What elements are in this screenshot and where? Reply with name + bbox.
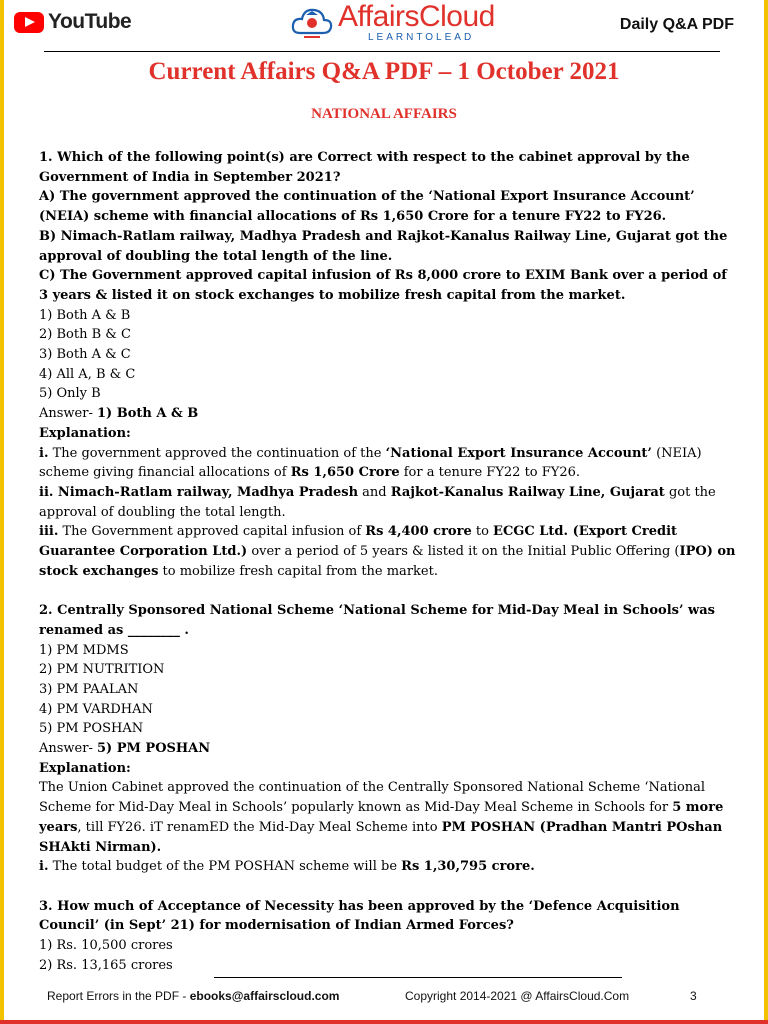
- question-1-statement-c: C) The Government approved capital infusion of Rs 8,000 crore to EXIM Bank over a period of 3 years & listed it on stock exchanges to mobilize fresh capital from the market.: [39, 268, 727, 303]
- page-header: [0, 0, 768, 52]
- option: 4) PM VARDHAN: [39, 701, 153, 717]
- page-frame-right: [764, 0, 768, 1024]
- text: The total budget of the PM POSHAN scheme will be: [48, 859, 402, 875]
- explanation-label: Explanation:: [39, 425, 131, 441]
- email-link[interactable]: ebooks@affairscloud.com: [189, 989, 340, 1003]
- page-frame-left: [0, 0, 4, 1024]
- daily-label: Daily Q&A PDF: [619, 16, 734, 33]
- option: 3) PM PAALAN: [39, 681, 139, 697]
- report-prefix: Report Errors in the PDF -: [47, 989, 190, 1003]
- text: IPO) on stock exchanges: [39, 544, 736, 579]
- point-marker: i.: [39, 445, 49, 461]
- page-number: 3: [690, 989, 697, 1003]
- text: The government approved the continuation of the: [48, 445, 386, 461]
- text: The Government approved capital infusion of: [58, 524, 366, 540]
- explanation-label: Explanation:: [39, 760, 131, 776]
- brand-name: AffairsCloud: [338, 0, 495, 33]
- explanation-point: [39, 857, 739, 877]
- text: (NEIA) scheme giving financial allocations of: [39, 445, 702, 481]
- option: 2) Rs. 13,165 crores: [39, 957, 173, 973]
- option: 3) Both A & C: [39, 347, 131, 363]
- text: The Union Cabinet approved the continuation of the Centrally Sponsored National Scheme ‘National Scheme for Mid-Day Meal in Schools’ popularly known as Mid-Day Meal Scheme in Schools for: [39, 780, 706, 816]
- youtube-link[interactable]: [14, 10, 131, 34]
- text: Rs 1,650 Crore: [290, 465, 400, 481]
- option: 2) PM NUTRITION: [39, 662, 165, 678]
- explanation-point: [39, 483, 739, 522]
- option: 4) All A, B & C: [39, 366, 136, 382]
- page-frame-bottom: [0, 1020, 768, 1024]
- text: 5 more years: [39, 800, 724, 835]
- text: for a tenure FY22 to FY26.: [399, 465, 581, 481]
- question-3: 3. How much of Acceptance of Necessity has been approved by the ‘Defence Acquisition Council’ (in Sept’ 21) for modernisation of Indian Armed Forces?: [39, 898, 680, 934]
- header-divider: [44, 51, 720, 52]
- explanation-point: [39, 522, 739, 581]
- option: 5) Only B: [39, 386, 101, 402]
- point-marker: i.: [39, 859, 49, 875]
- text: ii. Nimach-Ratlam railway, Madhya Pradesh: [39, 484, 359, 500]
- text: Rs 4,400 crore: [365, 524, 472, 540]
- option: 1) Both A & B: [39, 307, 131, 323]
- explanation-point: [39, 778, 739, 857]
- answer-line: [39, 739, 739, 759]
- youtube-icon: [14, 12, 44, 33]
- text: ‘National Export Insurance Account’: [385, 445, 652, 461]
- document-body: [39, 148, 739, 976]
- text: PM POSHAN (Pradhan Mantri POshan SHAkti Nirman).: [39, 819, 723, 855]
- answer-value: 5) PM POSHAN: [97, 741, 211, 757]
- option: 5) PM POSHAN: [39, 721, 144, 737]
- question-1: 1. Which of the following point(s) are Correct with respect to the cabinet approval by the Government of India in September 2021?: [39, 150, 690, 185]
- copyright: Copyright 2014-2021 @ AffairsCloud.Com: [405, 989, 630, 1003]
- option: 1) PM MDMS: [39, 642, 129, 658]
- section-heading: NATIONAL AFFAIRS: [311, 106, 457, 122]
- question-1-statement-a: A) The government approved the continuation of the ‘National Export Insurance Account’ (NEIA) scheme with financial allocations of Rs 1,650 Crore for a tenure FY22 to FY26.: [39, 189, 695, 225]
- text: got the approval of doubling the total length.: [39, 484, 716, 520]
- answer-prefix: Answer-: [39, 406, 97, 422]
- brand-logo: [290, 2, 495, 43]
- text: ECGC Ltd. (Export Credit Guarantee Corporation Ltd.): [39, 524, 678, 560]
- text: over a period of 5 years & listed it on the Initial Public Offering (: [247, 544, 680, 560]
- page-title: Current Affairs Q&A PDF – 1 October 2021: [148, 58, 620, 85]
- footer-divider: [214, 977, 622, 978]
- point-marker: iii.: [39, 524, 59, 540]
- text: to: [471, 524, 494, 540]
- option: 2) Both B & C: [39, 327, 131, 343]
- text: Rs 1,30,795 crore.: [401, 859, 535, 875]
- text: to mobilize fresh capital from the market.: [158, 563, 438, 579]
- answer-prefix: Answer-: [39, 741, 97, 757]
- cloud-logo-icon: [290, 3, 334, 43]
- answer-line: [39, 404, 739, 424]
- text: and: [358, 484, 391, 500]
- question-2: 2. Centrally Sponsored National Scheme ‘National Scheme for Mid-Day Meal in Schools’ was renamed as ________ .: [39, 603, 715, 638]
- question-1-statement-b: B) Nimach-Ratlam railway, Madhya Pradesh and Rajkot-Kanalus Railway Line, Gujarat got the approval of doubling the total length of the line.: [39, 228, 728, 264]
- explanation-point: [39, 444, 739, 483]
- text: Rajkot-Kanalus Railway Line, Gujarat: [390, 484, 665, 500]
- youtube-label: YouTube: [48, 10, 132, 33]
- report-errors-note: [47, 989, 339, 1003]
- option: 1) Rs. 10,500 crores: [39, 938, 173, 954]
- answer-value: 1) Both A & B: [97, 406, 199, 422]
- text: , till FY26. iT renamED the Mid-Day Meal Scheme into: [77, 819, 442, 835]
- brand-tagline: LEARNTOLEAD: [368, 32, 475, 43]
